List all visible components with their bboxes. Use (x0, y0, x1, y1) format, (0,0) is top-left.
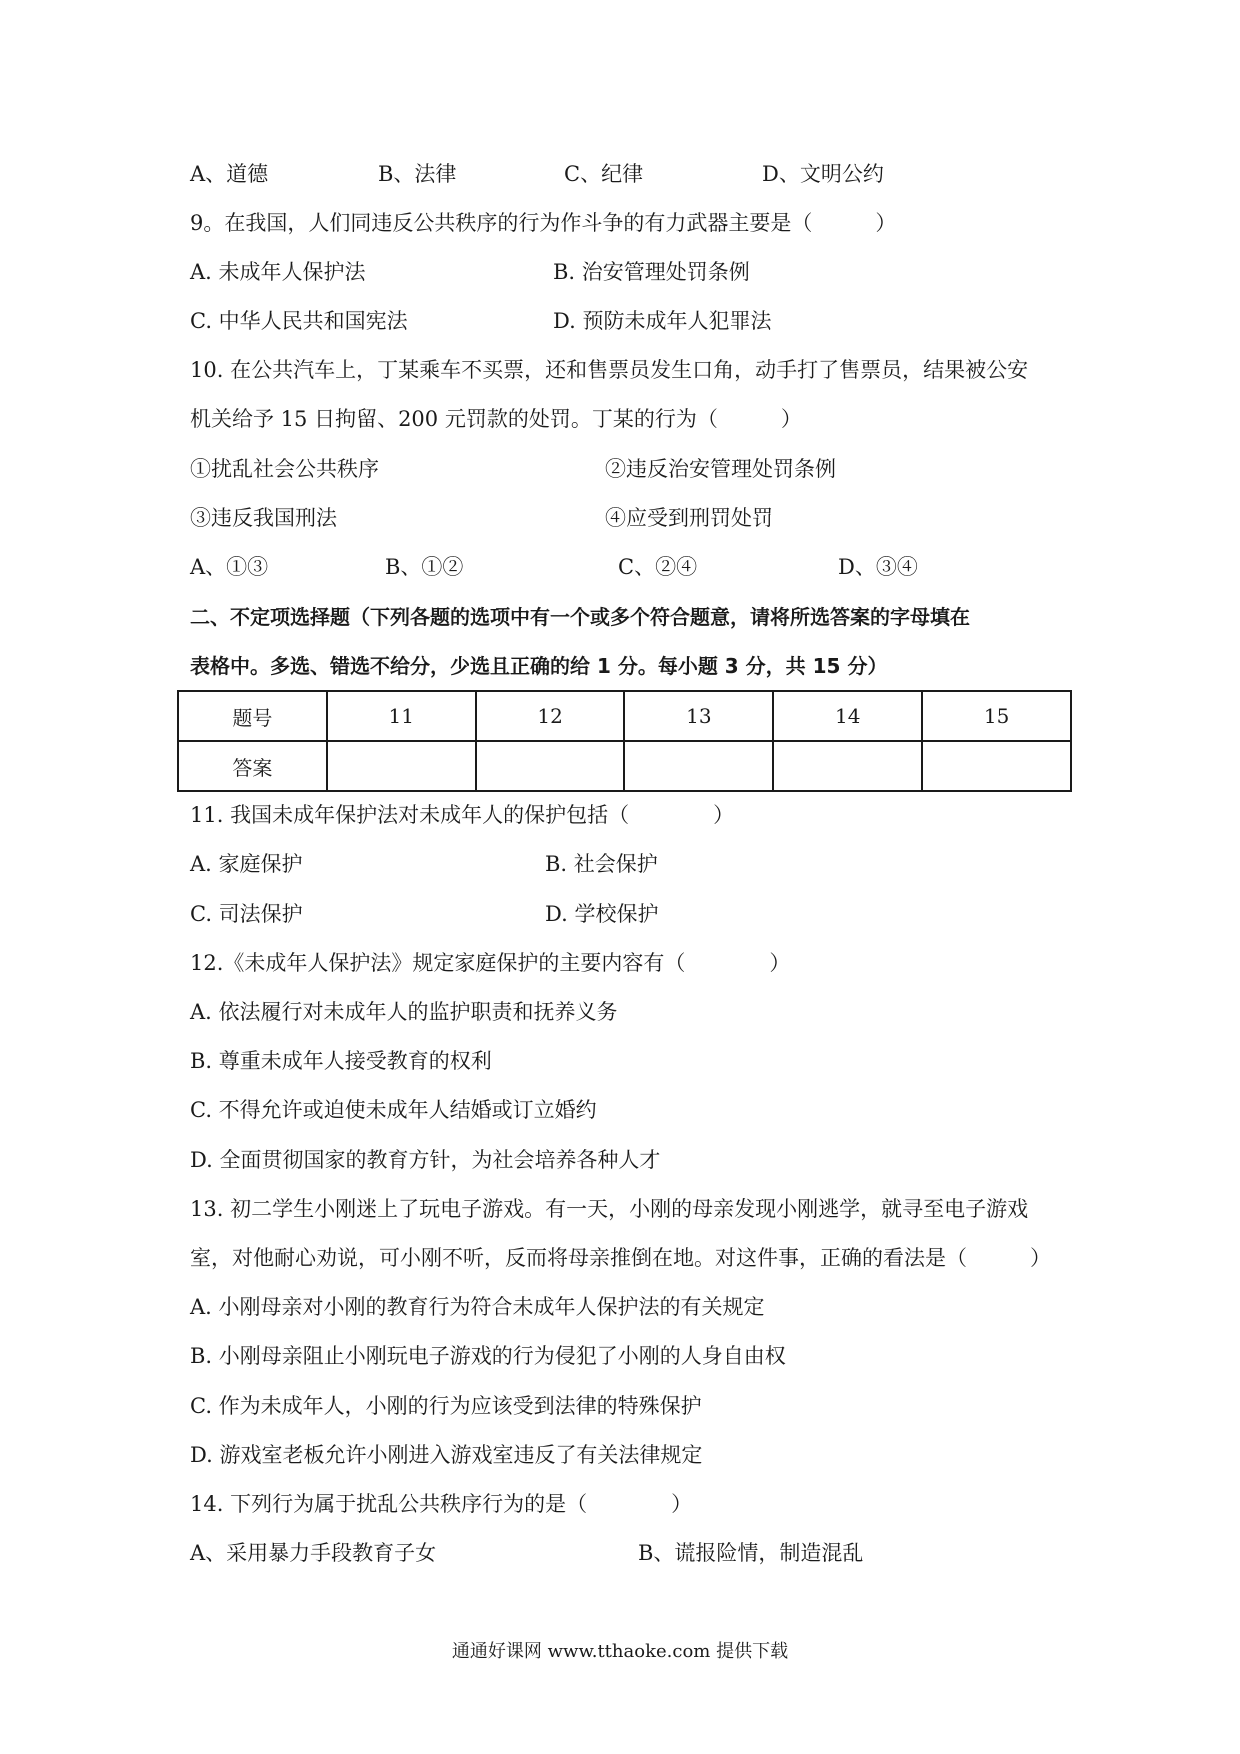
q13-option-d: D. 游戏室老板允许小刚进入游戏室违反了有关法律规定 (190, 1443, 703, 1467)
q14-stem: 14. 下列行为属于扰乱公共秩序行为的是（ ） (190, 1492, 693, 1516)
answer-cell-15 (922, 741, 1071, 791)
q8-option-d: D、文明公约 (762, 162, 884, 186)
q9-option-b: B. 治安管理处罚条例 (553, 260, 750, 284)
q12-option-c: C. 不得允许或迫使未成年人结婚或订立婚约 (190, 1098, 597, 1122)
q14-option-a: A、采用暴力手段教育子女 (190, 1541, 437, 1565)
q13-stem-line2: 室，对他耐心劝说，可小刚不听，反而将母亲推倒在地。对这件事，正确的看法是（ ） (190, 1246, 1051, 1270)
q13-option-b: B. 小刚母亲阻止小刚玩电子游戏的行为侵犯了小刚的人身自由权 (190, 1344, 786, 1368)
answer-table-label-number: 题号 (178, 691, 327, 741)
q9-stem: 9。在我国，人们同违反公共秩序的行为作斗争的有力武器主要是（ ） (190, 211, 897, 235)
q8-option-a: A、道德 (190, 162, 269, 186)
q12-option-b: B. 尊重未成年人接受教育的权利 (190, 1049, 492, 1073)
q11-option-a: A. 家庭保护 (190, 852, 303, 876)
section2-heading-line2: 表格中。多选、错选不给分，少选且正确的给 1 分。每小题 3 分，共 15 分） (190, 654, 888, 678)
answer-table-header-row (178, 691, 1071, 741)
q9-option-c: C. 中华人民共和国宪法 (190, 309, 408, 333)
answer-table-number-12: 12 (476, 691, 625, 741)
q11-option-b: B. 社会保护 (545, 852, 658, 876)
answer-cell-11 (327, 741, 476, 791)
q12-option-a: A. 依法履行对未成年人的监护职责和抚养义务 (190, 1000, 618, 1024)
q9-option-d: D. 预防未成年人犯罪法 (553, 309, 772, 333)
q11-option-d: D. 学校保护 (545, 902, 659, 926)
answer-table-number-13: 13 (624, 691, 773, 741)
q12-option-d: D. 全面贯彻国家的教育方针，为社会培养各种人才 (190, 1148, 661, 1172)
answer-table-label-answer: 答案 (178, 741, 327, 791)
q10-statement-4: ④应受到刑罚处罚 (605, 506, 773, 530)
q14-option-b: B、谎报险情，制造混乱 (638, 1541, 864, 1565)
answer-table-number-14: 14 (773, 691, 922, 741)
q13-option-c: C. 作为未成年人，小刚的行为应该受到法律的特殊保护 (190, 1394, 702, 1418)
q13-stem-line1: 13. 初二学生小刚迷上了玩电子游戏。有一天，小刚的母亲发现小刚逃学，就寻至电子游戏 (190, 1197, 1029, 1221)
q10-option-c: C、②④ (618, 555, 698, 579)
q8-option-c: C、纪律 (564, 162, 644, 186)
footer-text: 通通好课网 www.tthaoke.com 提供下载 (451, 1641, 789, 1662)
q11-stem: 11. 我国未成年保护法对未成年人的保护包括（ ） (190, 803, 735, 827)
answer-cell-14 (773, 741, 922, 791)
q11-option-c: C. 司法保护 (190, 902, 303, 926)
q9-option-a: A. 未成年人保护法 (190, 260, 366, 284)
q10-option-d: D、③④ (838, 555, 918, 579)
answer-table-number-11: 11 (327, 691, 476, 741)
answer-cell-12 (476, 741, 625, 791)
q10-stem-line1: 10. 在公共汽车上，丁某乘车不买票，还和售票员发生口角，动手打了售票员，结果被公安 (190, 358, 1029, 382)
q10-statement-3: ③违反我国刑法 (190, 506, 337, 530)
section2-heading-line1: 二、不定项选择题（下列各题的选项中有一个或多个符合题意，请将所选答案的字母填在 (190, 605, 970, 629)
q10-option-a: A、①③ (190, 555, 269, 579)
q10-statement-2: ②违反治安管理处罚条例 (605, 457, 836, 481)
answer-cell-13 (624, 741, 773, 791)
q13-option-a: A. 小刚母亲对小刚的教育行为符合未成年人保护法的有关规定 (190, 1295, 765, 1319)
answer-table (177, 690, 1072, 792)
q10-stem-line2: 机关给予 15 日拘留、200 元罚款的处罚。丁某的行为（ ） (190, 407, 802, 431)
q10-option-b: B、①② (385, 555, 464, 579)
answer-table-answer-row (178, 741, 1071, 791)
q10-statement-1: ①扰乱社会公共秩序 (190, 457, 379, 481)
answer-table-number-15: 15 (922, 691, 1071, 741)
q8-option-b: B、法律 (378, 162, 457, 186)
q12-stem: 12.《未成年人保护法》规定家庭保护的主要内容有（ ） (190, 951, 791, 975)
